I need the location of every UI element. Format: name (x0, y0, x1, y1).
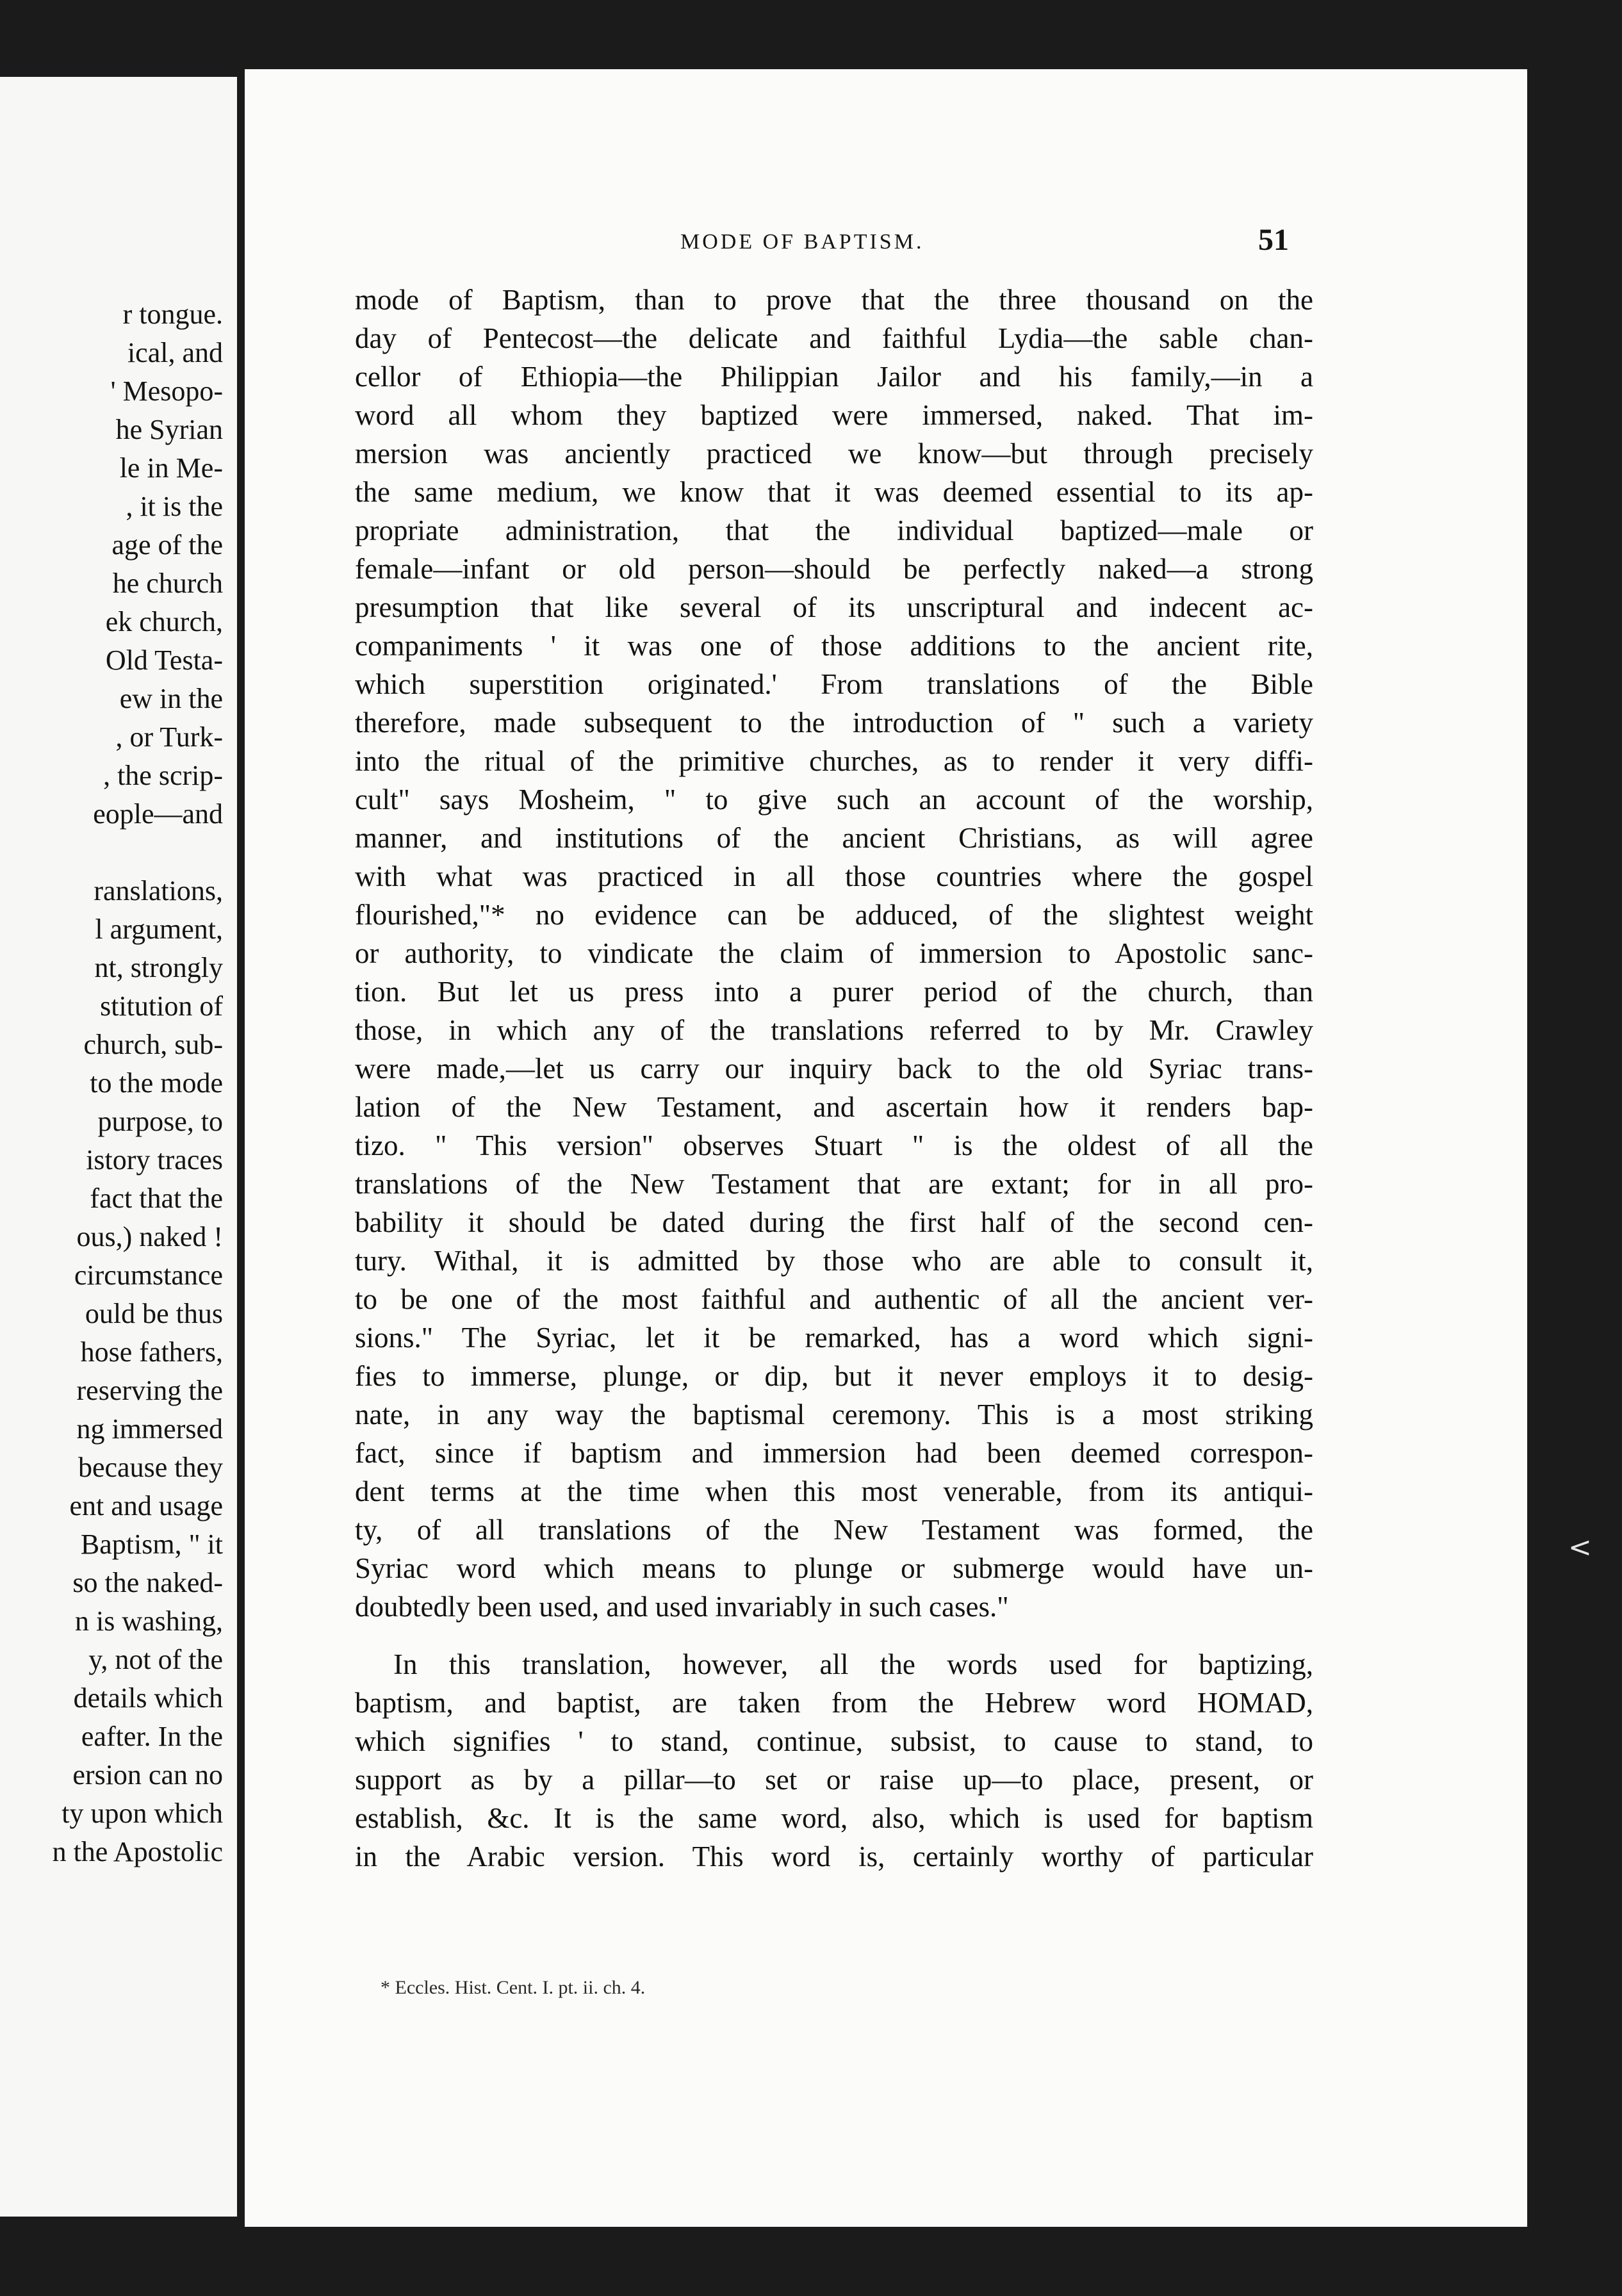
left-page-line: ' Mesopo- (110, 375, 223, 407)
body-line: which signifies ' to stand, continue, subsist, to cause to stand, to (355, 1725, 1313, 1757)
edge-mark: < (1568, 1531, 1592, 1564)
left-page-line: istory traces (86, 1144, 223, 1176)
body-line: presumption that like several of its unscriptural and indecent ac- (355, 591, 1313, 623)
body-line: were made,—let us carry our inquiry back to the old Syriac trans- (355, 1053, 1313, 1085)
left-page-line: r tongue. (122, 299, 223, 330)
body-line: to be one of the most faithful and authentic of all the ancient ver- (355, 1283, 1313, 1315)
body-line: In this translation, however, all the words used for baptizing, (393, 1648, 1313, 1680)
left-page-line: stitution of (100, 990, 223, 1022)
left-page-line: ent and usage (69, 1490, 223, 1521)
body-line: sions." The Syriac, let it be remarked, has a word which signi- (355, 1322, 1313, 1354)
body-line: companiments ' it was one of those additions to the ancient rite, (355, 630, 1313, 662)
body-line: fies to immerse, plunge, or dip, but it never employs it to desig- (355, 1360, 1313, 1392)
left-page-line: ew in the (119, 683, 223, 714)
body-line: ty, of all translations of the New Testament was formed, the (355, 1514, 1313, 1546)
running-title: MODE OF BAPTISM. (680, 230, 924, 254)
left-page-line: because they (78, 1452, 223, 1483)
left-page-line: he Syrian (115, 414, 223, 445)
page-number: 51 (1258, 223, 1289, 257)
left-page-line: reserving the (76, 1375, 223, 1406)
body-line: translations of the New Testament that are extant; for in all pro- (355, 1168, 1313, 1200)
left-page-line: ng immersed (76, 1413, 223, 1445)
left-page-line: ical, and (127, 337, 223, 368)
left-page-line: nt, strongly (94, 952, 223, 983)
left-page-line: , it is the (126, 491, 223, 522)
body-line: mode of Baptism, than to prove that the three thousand on the (355, 284, 1313, 316)
left-page-line: eafter. In the (81, 1721, 223, 1752)
left-page-line: y, not of the (88, 1644, 223, 1675)
body-line: with what was practiced in all those countries where the gospel (355, 860, 1313, 892)
footnote: * Eccles. Hist. Cent. I. pt. ii. ch. 4. (381, 1977, 646, 1998)
left-page-line: hose fathers, (80, 1336, 223, 1368)
body-line: tion. But let us press into a purer period of the church, than (355, 976, 1313, 1008)
body-line: which superstition originated.' From translations of the Bible (355, 668, 1313, 700)
body-line: baptism, and baptist, are taken from the Hebrew word HOMAD, (355, 1687, 1313, 1719)
left-page-line: n is washing, (75, 1605, 223, 1637)
left-page-line: ersion can no (72, 1759, 223, 1791)
left-page-line: ty upon which (61, 1798, 223, 1829)
body-line: bability it should be dated during the first half of the second cen- (355, 1206, 1313, 1238)
body-line: establish, &c. It is the same word, also, which is used for baptism (355, 1802, 1313, 1834)
body-line: therefore, made subsequent to the introduction of " such a variety (355, 707, 1313, 739)
body-line: or authority, to vindicate the claim of immersion to Apostolic sanc- (355, 937, 1313, 969)
left-page-line: le in Me- (119, 452, 223, 484)
body-line: lation of the New Testament, and ascertain how it renders bap- (355, 1091, 1313, 1123)
left-page-line: eople—and (93, 798, 223, 830)
left-page-line: ould be thus (85, 1298, 223, 1329)
body-line: nate, in any way the baptismal ceremony. This is a most striking (355, 1398, 1313, 1431)
left-page-line: church, sub- (83, 1029, 223, 1060)
body-line: support as by a pillar—to set or raise up—to place, present, or (355, 1764, 1313, 1796)
body-line: cellor of Ethiopia—the Philippian Jailor and his family,—in a (355, 361, 1313, 393)
left-page-line: ek church, (105, 606, 223, 637)
body-line: doubtedly been used, and used invariably in such cases." (355, 1591, 1009, 1623)
left-page-fragment (0, 77, 237, 2217)
left-page-line: ous,) naked ! (76, 1221, 223, 1252)
left-page-line: fact that the (90, 1183, 223, 1214)
left-page-line: , the scrip- (103, 760, 223, 791)
body-line: word all whom they baptized were immersed, naked. That im- (355, 399, 1313, 431)
left-page-line: so the naked- (72, 1567, 223, 1598)
body-line: dent terms at the time when this most venerable, from its antiqui- (355, 1475, 1313, 1507)
left-page-line: details which (73, 1682, 223, 1714)
left-page-line: he church (112, 568, 223, 599)
body-line: tury. Withal, it is admitted by those who are able to consult it, (355, 1245, 1313, 1277)
left-page-line: ranslations, (94, 875, 223, 906)
left-page-line: , or Turk- (115, 721, 223, 753)
body-line: into the ritual of the primitive churches, as to render it very diffi- (355, 745, 1313, 777)
body-line: mersion was anciently practiced we know—but through precisely (355, 438, 1313, 470)
body-line: Syriac word which means to plunge or submerge would have un- (355, 1552, 1313, 1584)
body-line: manner, and institutions of the ancient Christians, as will agree (355, 822, 1313, 854)
left-page-line: purpose, to (97, 1106, 223, 1137)
left-page-line: l argument, (95, 914, 223, 945)
body-line: female—infant or old person—should be perfectly naked—a strong (355, 553, 1313, 585)
body-line: cult" says Mosheim, " to give such an account of the worship, (355, 783, 1313, 816)
left-page-line: to the mode (90, 1067, 223, 1099)
left-page-line: Old Testa- (105, 644, 223, 676)
body-line: flourished,"* no evidence can be adduced, of the slightest weight (355, 899, 1313, 931)
body-line: day of Pentecost—the delicate and faithful Lydia—the sable chan- (355, 322, 1313, 354)
body-line: fact, since if baptism and immersion had been deemed correspon- (355, 1437, 1313, 1469)
body-line: propriate administration, that the individual baptized—male or (355, 514, 1313, 546)
left-page-line: Baptism, " it (80, 1529, 223, 1560)
body-line: the same medium, we know that it was deemed essential to its ap- (355, 476, 1313, 508)
left-page-line: age of the (111, 529, 223, 561)
body-line: tizo. " This version" observes Stuart " is the oldest of all the (355, 1129, 1313, 1161)
body-line: in the Arabic version. This word is, certainly worthy of particular (355, 1841, 1313, 1873)
body-line: those, in which any of the translations referred to by Mr. Crawley (355, 1014, 1313, 1046)
page-header (245, 223, 1527, 265)
left-page-line: circumstance (74, 1259, 223, 1291)
right-page (245, 69, 1527, 2227)
left-page-line: n the Apostolic (52, 1836, 223, 1867)
